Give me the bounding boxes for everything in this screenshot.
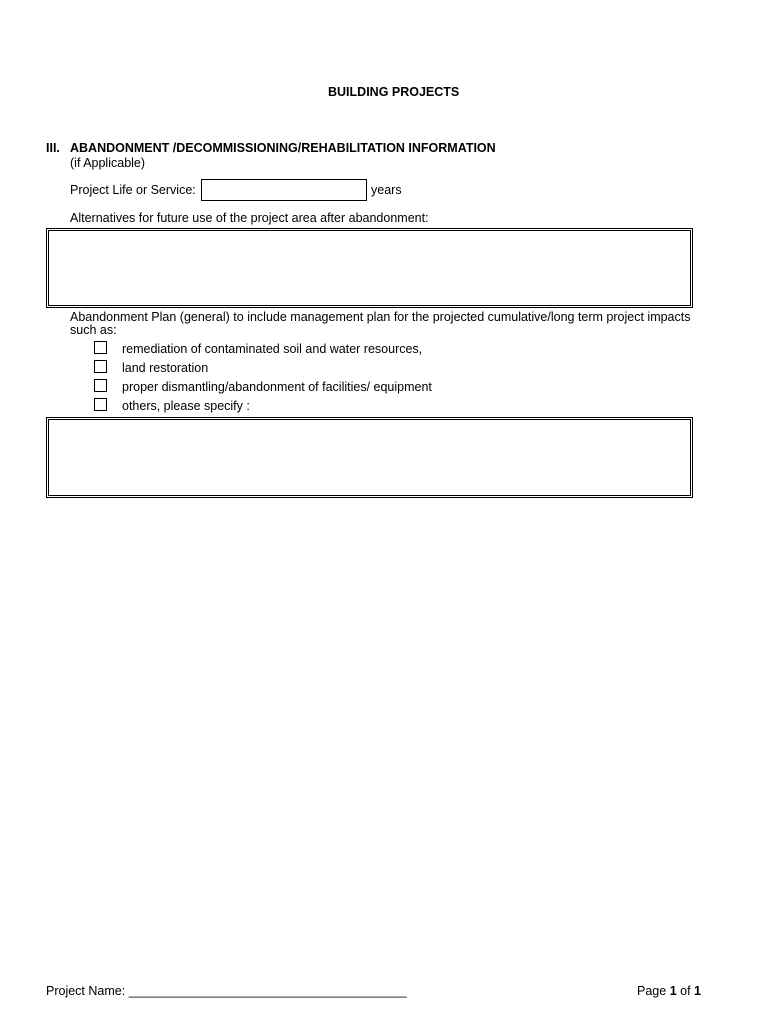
page-prefix: Page	[637, 984, 667, 998]
project-name-line[interactable]: ________________________________________	[128, 984, 407, 998]
option-remediation-label: remediation of contaminated soil and water resources,	[122, 342, 423, 356]
option-others-label: others, please specify :	[122, 399, 250, 413]
project-life-label: Project Life or Service:	[70, 183, 196, 197]
page-number	[637, 985, 701, 998]
project-life-input[interactable]	[201, 179, 367, 201]
page-of: of	[680, 984, 691, 998]
section-heading: ABANDONMENT /DECOMMISSIONING/REHABILITATION INFORMATION	[70, 141, 496, 155]
page-title: BUILDING PROJECTS	[328, 85, 460, 99]
checkbox-dismantling[interactable]	[94, 379, 107, 392]
alternatives-textarea[interactable]	[46, 228, 693, 308]
option-land-restoration-label: land restoration	[122, 361, 209, 375]
checkbox-others[interactable]	[94, 398, 107, 411]
checkbox-land-restoration[interactable]	[94, 360, 107, 373]
option-dismantling-label: proper dismantling/abandonment of facilities/ equipment	[122, 380, 432, 394]
section-number: III.	[46, 141, 60, 155]
section-note: (if Applicable)	[70, 156, 146, 170]
project-name-label: Project Name:	[46, 984, 126, 998]
alternatives-label: Alternatives for future use of the project area after abandonment:	[70, 211, 429, 225]
abandonment-plan-label: Abandonment Plan (general) to include management plan for the projected cumulative/long term project impacts	[70, 310, 691, 324]
page-current: 1	[669, 984, 677, 998]
footer-project-name	[46, 985, 407, 998]
others-specify-textarea-inner-border	[48, 419, 691, 496]
project-life-unit: years	[371, 183, 402, 197]
checkbox-remediation[interactable]	[94, 341, 107, 354]
page-total: 1	[694, 984, 701, 998]
alternatives-textarea-inner-border	[48, 230, 691, 306]
others-specify-textarea[interactable]	[46, 417, 693, 498]
abandonment-plan-label-cont: such as:	[70, 323, 117, 337]
